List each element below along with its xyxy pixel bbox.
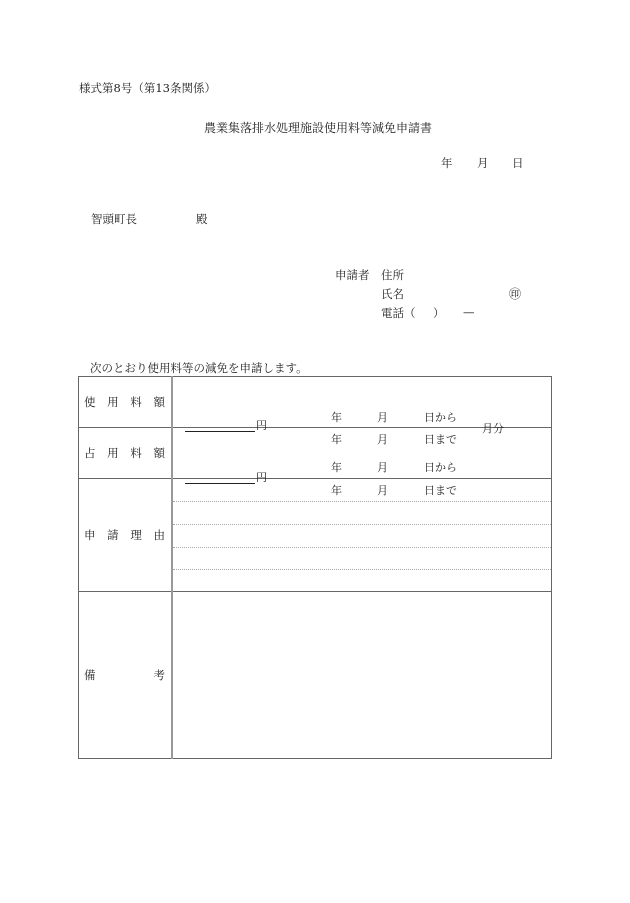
ruled-line <box>173 524 551 525</box>
currency-label: 円 <box>256 471 267 484</box>
date-year-label: 年 <box>441 156 453 170</box>
label-char: 理 <box>130 528 142 542</box>
address-label: 住所 <box>381 268 404 282</box>
intro-text: 次のとおり使用料等の減免を申請します。 <box>90 361 308 375</box>
label-char: 使 <box>84 395 96 409</box>
reason-field[interactable] <box>172 479 552 592</box>
seal-icon: ㊞ <box>509 287 522 301</box>
from-month-label: 月 <box>377 461 388 474</box>
applicant-label: 申請者 <box>335 268 370 282</box>
usage-fee-label <box>79 377 173 428</box>
to-month-label: 月 <box>377 433 388 446</box>
document-title: 農業集落排水処理施設使用料等減免申請書 <box>203 121 432 135</box>
reason-label <box>79 479 173 592</box>
ruled-line <box>173 547 551 548</box>
from-month-label: 月 <box>377 411 388 424</box>
usage-fee-value-cell[interactable] <box>172 377 552 446</box>
addressee-name: 智頭町長 <box>91 212 137 226</box>
remarks-field[interactable] <box>172 592 552 759</box>
label-char: 請 <box>107 528 119 542</box>
to-day-label: 日まで <box>424 433 457 446</box>
name-label: 氏名 <box>381 287 404 301</box>
from-day-label: 日から <box>424 461 457 474</box>
label-char: 料 <box>130 395 142 409</box>
occupancy-fee-label <box>79 428 173 479</box>
ruled-line <box>173 501 551 502</box>
to-day-label: 日まで <box>424 484 457 497</box>
date-day-label: 日 <box>512 156 524 170</box>
months-label: 月分 <box>482 422 504 435</box>
label-char: 額 <box>153 395 165 409</box>
label-char: 占 <box>84 446 96 460</box>
form-number: 様式第8号（第13条関係） <box>79 81 216 95</box>
phone-label: 電話（ <box>381 306 416 320</box>
remarks-label <box>79 592 173 759</box>
remarks-row <box>79 592 552 759</box>
label-char: 申 <box>84 528 96 542</box>
label-char: 料 <box>130 446 142 460</box>
label-char: 額 <box>153 446 165 460</box>
from-year-label: 年 <box>331 411 342 424</box>
to-month-label: 月 <box>377 484 388 497</box>
from-day-label: 日から <box>424 411 457 424</box>
occupancy-fee-row <box>79 428 552 479</box>
label-char: 用 <box>107 395 119 409</box>
ruled-line <box>173 569 551 570</box>
label-char: 由 <box>153 528 165 542</box>
phone-dash: — <box>463 305 475 319</box>
label-char: 考 <box>153 668 165 682</box>
usage-fee-amount-field[interactable] <box>185 419 255 432</box>
usage-fee-row <box>79 377 552 428</box>
phone-close-paren: ） <box>433 306 445 320</box>
to-year-label: 年 <box>331 433 342 446</box>
reason-row <box>79 479 552 592</box>
label-char: 用 <box>107 446 119 460</box>
addressee-honorific: 殿 <box>196 212 208 226</box>
currency-label: 円 <box>256 419 267 432</box>
application-table <box>78 376 552 759</box>
label-char: 備 <box>84 668 96 682</box>
from-year-label: 年 <box>331 461 342 474</box>
to-year-label: 年 <box>331 484 342 497</box>
date-month-label: 月 <box>477 156 489 170</box>
